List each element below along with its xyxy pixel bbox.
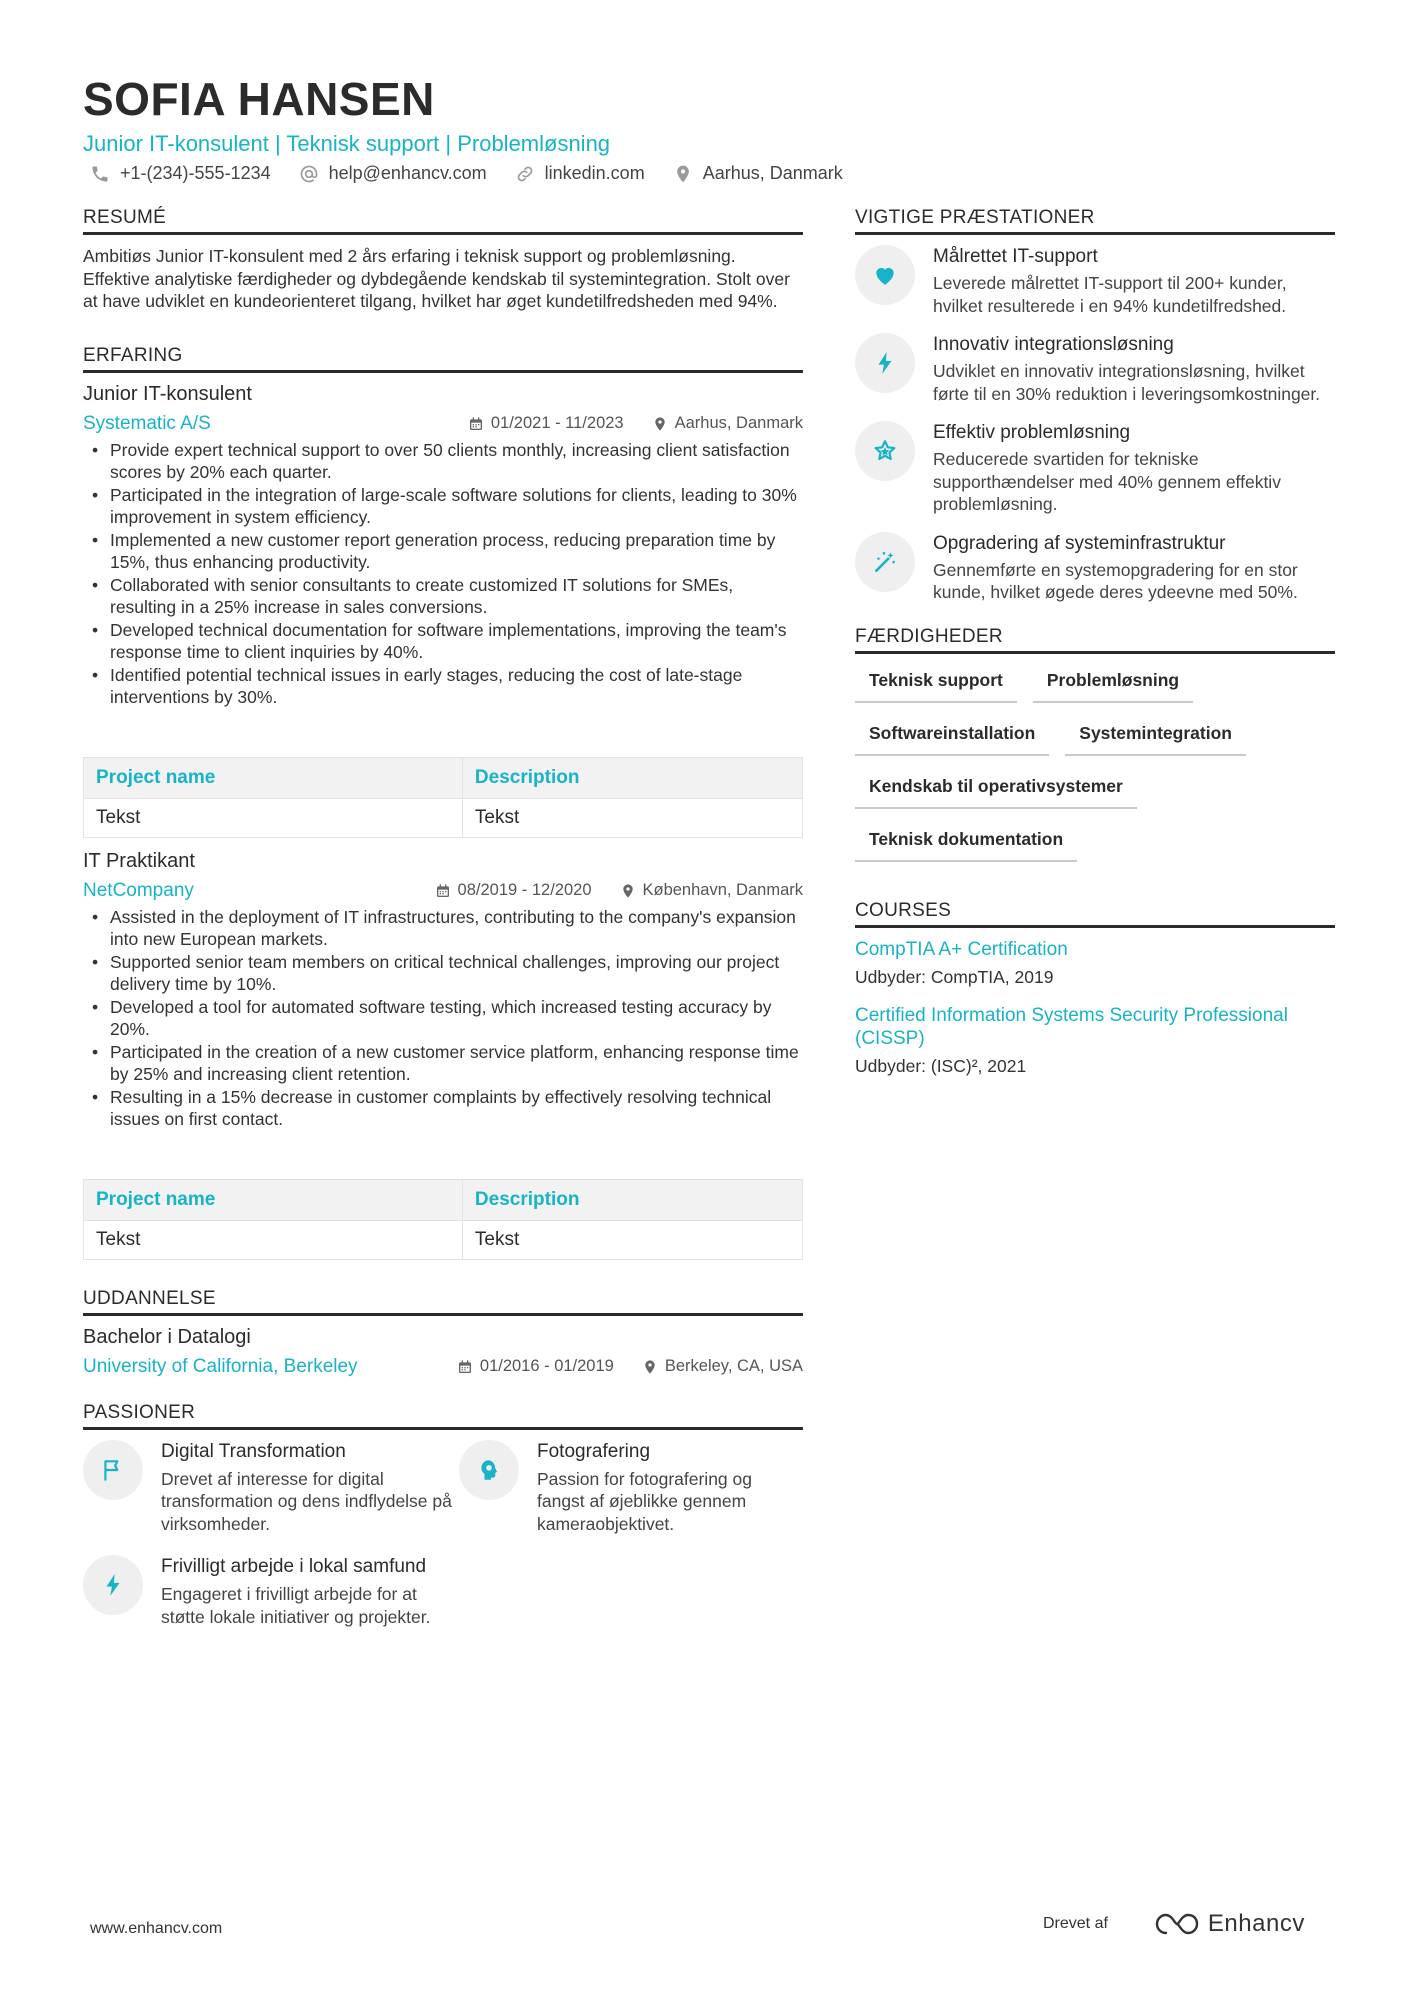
- passions-section: [83, 1402, 803, 1629]
- powered-by-label: Drevet af: [1043, 1915, 1108, 1932]
- achievement-item: [855, 421, 1335, 516]
- education-meta: [457, 1357, 803, 1376]
- job-meta-row: [83, 880, 803, 902]
- job-dates-text: 01/2021 - 11/2023: [490, 414, 624, 432]
- skill-tag: Teknisk dokumentation: [855, 829, 1077, 862]
- heart-icon: [872, 262, 898, 288]
- job-meta: [468, 414, 803, 433]
- passion-item: [459, 1440, 803, 1536]
- achievement-icon-circle: [855, 333, 915, 393]
- company-name: Systematic A/S: [83, 412, 211, 434]
- calendar-icon: [435, 883, 451, 899]
- passion-content: [161, 1555, 459, 1628]
- enhancv-brand-text: Enhancv: [1207, 1910, 1305, 1937]
- achievement-item: [855, 532, 1335, 604]
- achievement-desc: Reducerede svartiden for tekniske supporthændelser med 40% gennem effektiv problemløsning.: [933, 449, 1281, 514]
- contact-email[interactable]: [299, 163, 487, 184]
- achievement-title: Innovativ integrationsløsning: [933, 334, 1174, 355]
- achievement-title: Målrettet IT-support: [933, 246, 1098, 267]
- course-name: Certified Information Systems Security Professional (CISSP): [855, 1004, 1288, 1049]
- achievement-content: [933, 532, 1335, 604]
- education-meta-row: [83, 1356, 803, 1378]
- passion-desc: Passion for fotografering og fangst af øjeblikke gennem kameraobjektivet.: [537, 1468, 752, 1534]
- list-item: • Resulting in a 15% decrease in customer complaints by effectively resolving technical issues on first contact.: [83, 1086, 803, 1131]
- job-entry: [83, 850, 803, 1260]
- passions-grid: [83, 1440, 803, 1629]
- job-meta: [435, 881, 803, 900]
- table-cell: Tekst: [462, 798, 802, 837]
- job-bullets: [83, 906, 803, 1131]
- calendar-icon: [468, 416, 484, 432]
- achievement-title: Effektiv problemløsning: [933, 422, 1131, 443]
- education-title: UDDANNELSE: [83, 1288, 803, 1316]
- table-row: [84, 798, 803, 837]
- achievement-desc: Gennemførte en systemopgradering for en stor kunde, hvilket øgede deres ydeevne med 50%.: [933, 559, 1298, 602]
- course-provider: Udbyder: (ISC)², 2021: [855, 1055, 1027, 1076]
- skills-title: FÆRDIGHEDER: [855, 626, 1335, 654]
- job-location-text: København, Danmark: [642, 881, 803, 899]
- education-dates-text: 01/2016 - 01/2019: [479, 1357, 614, 1375]
- passion-icon-circle: [83, 1440, 143, 1500]
- school-name: University of California, Berkeley: [83, 1355, 358, 1377]
- table-cell: Tekst: [84, 798, 463, 837]
- passion-icon-circle: [459, 1440, 519, 1500]
- job-dates-text: 08/2019 - 12/2020: [457, 881, 592, 899]
- job-entry: [83, 383, 803, 838]
- table-header: Description: [462, 1179, 802, 1220]
- contact-bar: [90, 163, 843, 184]
- job-bullets: [83, 439, 803, 709]
- passions-title: PASSIONER: [83, 1402, 803, 1430]
- flag-icon: [100, 1457, 126, 1483]
- experience-title: ERFARING: [83, 345, 803, 373]
- skill-tag: Kendskab til operativsystemer: [855, 776, 1137, 809]
- course-item: [855, 938, 1335, 988]
- skill-tag: Softwareinstallation: [855, 723, 1049, 756]
- passion-title: Frivilligt arbejde i lokal samfund: [161, 1556, 427, 1577]
- summary-title: RESUMÉ: [83, 207, 803, 235]
- list-item: • Identified potential technical issues in early stages, reducing the cost of late-stage interventions by 30%.: [83, 664, 803, 709]
- footer-brand: [1043, 1910, 1305, 1938]
- education-dates: [457, 1357, 614, 1376]
- project-table: [83, 757, 803, 838]
- location-pin-icon: [642, 1359, 658, 1375]
- bolt-icon: [100, 1572, 126, 1598]
- list-item: • Developed technical documentation for software implementations, improving the team's response time to client inquiries by 40%.: [83, 619, 803, 664]
- job-location-text: Aarhus, Danmark: [674, 414, 803, 432]
- passion-title: Fotografering: [537, 1440, 651, 1462]
- contact-location: [673, 163, 843, 184]
- list-item: • Assisted in the deployment of IT infrastructures, contributing to the company's expansion into new European markets.: [83, 906, 803, 951]
- location-pin-icon: [620, 883, 636, 899]
- course-item: [855, 1004, 1335, 1077]
- project-table: [83, 1179, 803, 1260]
- list-item: • Supported senior team members on critical technical challenges, improving our project delivery time by 10%.: [83, 951, 803, 996]
- job-dates: [435, 881, 592, 900]
- job-title: IT Praktikant: [83, 849, 195, 872]
- table-header-row: [84, 757, 803, 798]
- company-name: NetCompany: [83, 879, 194, 901]
- skill-tag: Problemløsning: [1033, 670, 1193, 703]
- achievement-content: [933, 333, 1335, 405]
- passion-content: [537, 1440, 803, 1536]
- contact-linkedin[interactable]: [515, 163, 645, 184]
- course-name: CompTIA A+ Certification: [855, 938, 1068, 960]
- wand-icon: [872, 549, 898, 575]
- enhancv-logo[interactable]: [1154, 1910, 1305, 1938]
- achievement-content: [933, 421, 1335, 516]
- table-header: Description: [462, 757, 802, 798]
- phone-text: +1-(234)-555-1234: [120, 163, 271, 183]
- courses-title: COURSES: [855, 900, 1335, 928]
- education-section: [83, 1288, 803, 1378]
- achievements-title: VIGTIGE PRÆSTATIONER: [855, 207, 1335, 235]
- bolt-icon: [872, 350, 898, 376]
- achievement-desc: Leverede målrettet IT-support til 200+ kunder, hvilket resulterede i en 94% kundetilfredshed.: [933, 273, 1287, 316]
- passion-desc: Engageret i frivilligt arbejde for at støtte lokale initiativer og projekter.: [161, 1584, 431, 1627]
- location-pin-icon: [652, 416, 668, 432]
- list-item: • Implemented a new customer report generation process, reducing preparation time by 15%, thus enhancing productivity.: [83, 529, 803, 574]
- list-item: • Provide expert technical support to over 50 clients monthly, increasing client satisfaction scores by 20% each quarter.: [83, 439, 803, 484]
- candidate-tagline: Junior IT-konsulent | Teknisk support | Problemløsning: [83, 131, 611, 156]
- passion-content: [161, 1440, 459, 1536]
- courses-section: [855, 900, 1335, 1077]
- skills-section: [855, 626, 1335, 862]
- achievement-item: [855, 245, 1335, 317]
- passion-icon-circle: [83, 1555, 143, 1615]
- job-meta-row: [83, 413, 803, 435]
- candidate-name: SOFIA HANSEN: [83, 73, 435, 125]
- phone-icon: [90, 164, 110, 184]
- education-location-text: Berkeley, CA, USA: [664, 1357, 803, 1375]
- job-title: Junior IT-konsulent: [83, 382, 252, 405]
- degree-title: Bachelor i Datalogi: [83, 1325, 251, 1348]
- location-text: Aarhus, Danmark: [702, 163, 843, 183]
- head-icon: [476, 1457, 502, 1483]
- table-header: Project name: [84, 757, 463, 798]
- passion-item: [83, 1555, 459, 1628]
- achievement-desc: Udviklet en innovativ integrationsløsning, hvilket førte til en 30% reduktion i leveringsomkostninger.: [933, 361, 1321, 404]
- achievements-section: [855, 207, 1335, 604]
- list-item: • Collaborated with senior consultants to create customized IT solutions for SMEs, resulting in a 25% increase in sales conversions.: [83, 574, 803, 619]
- achievement-icon-circle: [855, 245, 915, 305]
- contact-phone: [90, 163, 271, 184]
- summary-text: Ambitiøs Junior IT-konsulent med 2 års erfaring i teknisk support og problemløsning. Effektive analytiske færdigheder og dybdegående kendskab til systemintegration. Stolt over at have udviklet en kundeorienteret tilgang, hvilket har øget kundetilfredsheden med 94%.: [83, 246, 790, 311]
- email-text: help@enhancv.com: [328, 163, 487, 183]
- list-item: • Developed a tool for automated software testing, which increased testing accuracy by 20%.: [83, 996, 803, 1041]
- achievement-item: [855, 333, 1335, 405]
- passion-desc: Drevet af interesse for digital transformation og dens indflydelse på virksomheder.: [161, 1468, 452, 1534]
- table-row: [84, 1220, 803, 1259]
- job-location: [652, 414, 803, 433]
- experience-section: [83, 345, 803, 1260]
- achievement-content: [933, 245, 1335, 317]
- skill-tag: Teknisk support: [855, 670, 1017, 703]
- table-header-row: [84, 1179, 803, 1220]
- course-provider: Udbyder: CompTIA, 2019: [855, 966, 1054, 987]
- star-icon: [872, 438, 898, 464]
- calendar-icon: [457, 1359, 473, 1375]
- education-location: [642, 1357, 803, 1376]
- achievement-icon-circle: [855, 532, 915, 592]
- at-icon: [299, 164, 319, 184]
- passion-item: [83, 1440, 459, 1536]
- skills-list: [855, 670, 1335, 862]
- enhancv-logo-icon: [1154, 1911, 1200, 1937]
- left-column: [83, 207, 803, 1628]
- right-column: [855, 207, 1335, 1077]
- table-cell: Tekst: [84, 1220, 463, 1259]
- linkedin-text: linkedin.com: [544, 163, 645, 183]
- footer-website[interactable]: www.enhancv.com: [90, 1920, 223, 1937]
- job-location: [620, 881, 804, 900]
- link-icon: [515, 164, 535, 184]
- list-item: • Participated in the integration of large-scale software solutions for clients, leading to 30% improvement in system efficiency.: [83, 484, 803, 529]
- achievement-icon-circle: [855, 421, 915, 481]
- table-header: Project name: [84, 1179, 463, 1220]
- location-pin-icon: [673, 164, 693, 184]
- job-dates: [468, 414, 624, 433]
- skill-tag: Systemintegration: [1065, 723, 1246, 756]
- summary-section: [83, 207, 803, 313]
- table-cell: Tekst: [462, 1220, 802, 1259]
- achievement-title: Opgradering af systeminfrastruktur: [933, 532, 1226, 554]
- list-item: • Participated in the creation of a new customer service platform, enhancing response time by 25% and increasing client retention.: [83, 1041, 803, 1086]
- passion-title: Digital Transformation: [161, 1440, 346, 1462]
